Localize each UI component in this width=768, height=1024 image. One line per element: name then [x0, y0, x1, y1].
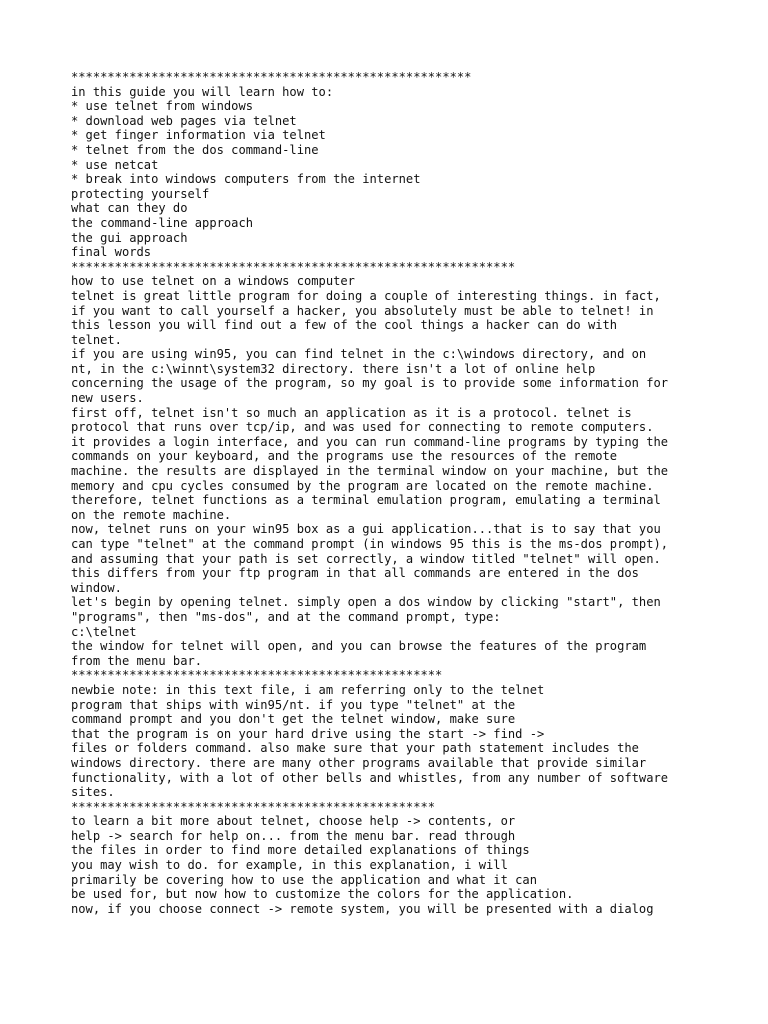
text-line: you may wish to do. for example, in this explanation, i will	[71, 858, 508, 873]
text-line: new users.	[71, 391, 144, 406]
text-line: if you want to call yourself a hacker, you absolutely must be able to telnet! in	[71, 303, 654, 318]
text-line: * use telnet from windows	[71, 99, 254, 114]
text-line: ***************************************************	[71, 668, 443, 683]
text-line: let's begin by opening telnet. simply open a dos window by clicking "start", then	[71, 595, 661, 610]
text-line: final words	[71, 245, 152, 260]
text-line: "programs", then "ms-dos", and at the command prompt, type:	[71, 609, 501, 624]
text-line: **************************************************	[71, 799, 436, 814]
text-line: command prompt and you don't get the telnet window, make sure	[71, 712, 516, 727]
text-line: commands on your keyboard, and the programs use the resources of the remote	[71, 449, 618, 464]
text-line: be used for, but now how to customize the colors for the application.	[71, 887, 574, 902]
text-line: telnet.	[71, 332, 122, 347]
text-line: windows directory. there are many other programs available that provide similar	[71, 755, 647, 770]
text-line: * get finger information via telnet	[71, 128, 326, 143]
text-line: if you are using win95, you can find telnet in the c:\windows directory, and on	[71, 347, 647, 362]
text-line: that the program is on your hard drive using the start -> find ->	[71, 726, 545, 741]
text-line: now, telnet runs on your win95 box as a gui application...that is to say that you	[71, 522, 661, 537]
text-line: * telnet from the dos command-line	[71, 142, 319, 157]
text-line: on the remote machine.	[71, 507, 232, 522]
document-page	[71, 70, 711, 916]
text-line: and assuming that your path is set correctly, a window titled "telnet" will open.	[71, 551, 661, 566]
text-line: files or folders command. also make sure that your path statement includes the	[71, 741, 639, 756]
text-line: memory and cpu cycles consumed by the program are located on the remote machine.	[71, 478, 654, 493]
text-line: therefore, telnet functions as a terminal emulation program, emulating a terminal	[71, 493, 661, 508]
text-line: the window for telnet will open, and you can browse the features of the program	[71, 639, 647, 654]
text-line: this differs from your ftp program in that all commands are entered in the dos	[71, 566, 639, 581]
text-line: nt, in the c:\winnt\system32 directory. there isn't a lot of online help	[71, 361, 596, 376]
text-line: now, if you choose connect -> remote system, you will be presented with a dialog	[71, 901, 654, 916]
text-line: concerning the usage of the program, so my goal is to provide some information for	[71, 376, 669, 391]
text-line: it provides a login interface, and you can run command-line programs by typing the	[71, 434, 669, 449]
text-line: the gui approach	[71, 230, 188, 245]
text-line: * use netcat	[71, 157, 159, 172]
text-line: machine. the results are displayed in the terminal window on your machine, but the	[71, 464, 669, 479]
text-line: help -> search for help on... from the menu bar. read through	[71, 828, 516, 843]
text-line: sites.	[71, 785, 115, 800]
text-line: c:\telnet	[71, 624, 137, 639]
text-line: first off, telnet isn't so much an application as it is a protocol. telnet is	[71, 405, 632, 420]
text-line: this lesson you will find out a few of the cool things a hacker can do with	[71, 318, 618, 333]
text-line: *******************************************************	[71, 70, 472, 84]
text-line: protocol that runs over tcp/ip, and was used for connecting to remote computers.	[71, 420, 654, 435]
text-line: primarily be covering how to use the application and what it can	[71, 872, 537, 887]
text-line: the files in order to find more detailed explanations of things	[71, 843, 530, 858]
text-line: window.	[71, 580, 122, 595]
text-line: telnet is great little program for doing a couple of interesting things. in fact,	[71, 288, 661, 303]
text-line: can type "telnet" at the command prompt (in windows 95 this is the ms-dos prompt),	[71, 537, 669, 551]
text-line: newbie note: in this text file, i am referring only to the telnet	[71, 682, 545, 697]
text-line: in this guide you will learn how to:	[71, 84, 334, 99]
text-line: how to use telnet on a windows computer	[71, 274, 355, 289]
text-line: from the menu bar.	[71, 653, 203, 668]
text-line: protecting yourself	[71, 186, 210, 201]
text-line: * download web pages via telnet	[71, 113, 297, 128]
text-line: the command-line approach	[71, 215, 254, 230]
text-line: functionality, with a lot of other bells and whistles, from any number of software	[71, 770, 669, 785]
text-line: what can they do	[71, 201, 188, 216]
text-line: program that ships with win95/nt. if you type "telnet" at the	[71, 697, 516, 712]
text-line: *************************************************************	[71, 259, 516, 274]
text-line: * break into windows computers from the internet	[71, 172, 421, 187]
text-line: to learn a bit more about telnet, choose help -> contents, or	[71, 814, 516, 829]
